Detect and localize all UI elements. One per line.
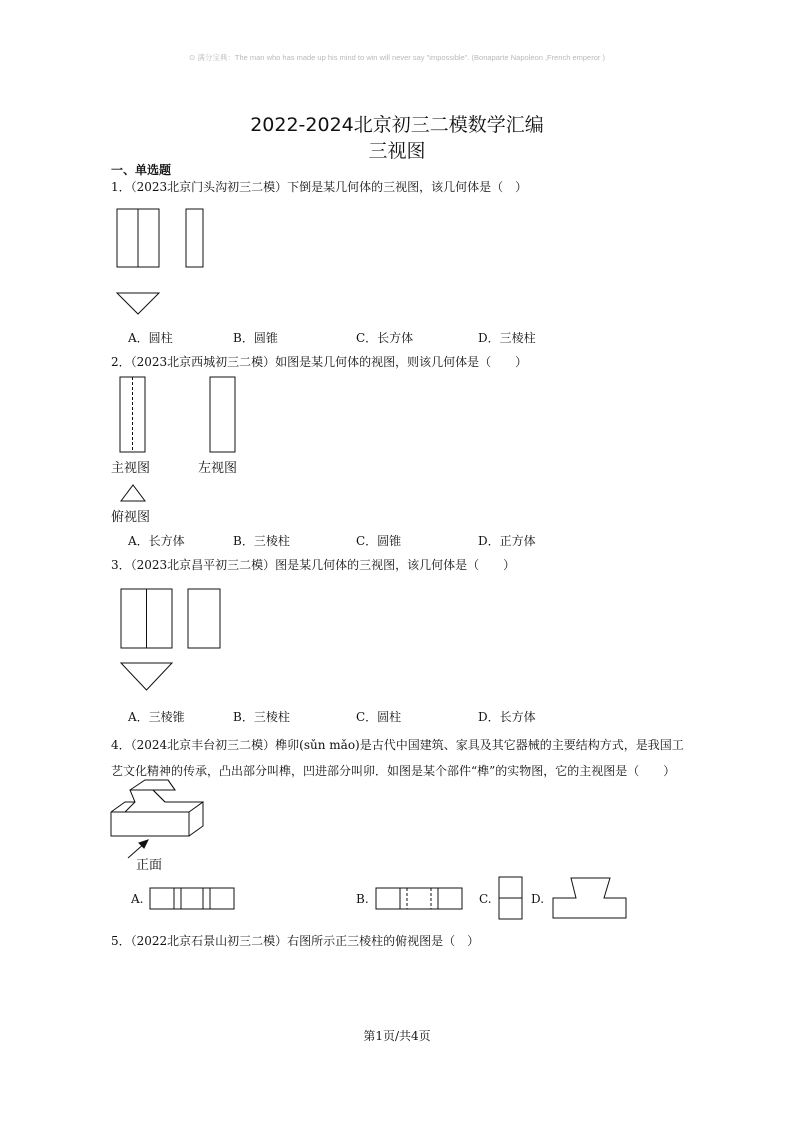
q4-option-b-figure	[376, 888, 462, 909]
question-4-stem-line2: 艺文化精神的传承，凸出部分叫榫，凹进部分叫卯．如图是某个部件“榫”的实物图，它的主视图是（ ）	[111, 764, 676, 778]
q4-tenon-right-face	[189, 802, 203, 836]
doc-subtitle: 三视图	[368, 140, 426, 162]
q1-option-d[interactable]: D．三棱柱	[478, 331, 536, 345]
question-4-options-figures	[0, 0, 1, 1]
q4-tenon-front-face	[111, 812, 189, 836]
q2-option-a[interactable]: A．长方体	[128, 534, 185, 548]
q2-option-d[interactable]: D．正方体	[478, 534, 536, 548]
q1-option-a[interactable]: A．圆柱	[128, 331, 173, 345]
q4-option-a[interactable]: A.	[131, 892, 144, 906]
watermark: ⊙ 满分宝典：The man who has made up his mind to win will never say "impossible". (Bonaparte Napoleon ,French emperor )	[189, 53, 605, 62]
question-1-stem: 1．（2023北京门头沟初三二模）下倒是某几何体的三视图，该几何体是（ ）	[111, 180, 528, 194]
q3-option-b[interactable]: B．三棱柱	[233, 710, 290, 724]
question-5-stem: 5．（2022北京石景山初三二模）右图所示正三棱柱的俯视图是（ ）	[111, 934, 480, 948]
q4-front-label: 正面	[136, 858, 163, 873]
question-3-stem: 3．（2023北京昌平初三二模）图是某几何体的三视图，该几何体是（ ）	[111, 558, 516, 572]
question-4-stem-line1: 4．（2024北京丰台初三二模）榫卯(sǔn mǎo)是古代中国建筑、家具及其它器械的主要结构方式，是我国工	[111, 738, 684, 752]
q2-option-b[interactable]: B．三棱柱	[233, 534, 290, 548]
q1-side-view	[186, 209, 203, 267]
section-heading: 一、单选题	[111, 163, 172, 177]
question-2-stem: 2．（2023北京西城初三二模）如图是某几何体的视图，则该几何体是（ ）	[111, 355, 528, 369]
q2-label-left: 左视图	[198, 461, 238, 476]
q2-side-view	[210, 377, 235, 452]
q4-option-b[interactable]: B.	[356, 892, 369, 906]
q1-option-b[interactable]: B．圆锥	[233, 331, 278, 345]
q4-tenon-upper	[130, 780, 175, 790]
q3-option-a[interactable]: A．三棱锥	[128, 710, 185, 724]
q2-option-c[interactable]: C．圆锥	[356, 534, 402, 548]
q3-top-view	[121, 663, 172, 690]
q1-option-c[interactable]: C．长方体	[356, 331, 414, 345]
q3-option-c[interactable]: C．圆柱	[356, 710, 402, 724]
doc-title: 2022-2024北京初三二模数学汇编	[250, 114, 544, 136]
q3-option-d[interactable]: D．长方体	[478, 710, 536, 724]
q4-option-c[interactable]: C.	[479, 892, 492, 906]
q2-label-top: 俯视图	[111, 510, 151, 525]
q4-tenon-back-edge	[168, 780, 175, 790]
q1-top-view	[117, 293, 159, 314]
q2-label-front: 主视图	[111, 461, 151, 476]
q4-tenon-left-top	[111, 802, 135, 812]
q4-option-a-figure	[150, 888, 234, 909]
q4-tenon-inner-edge	[153, 790, 165, 802]
q4-option-d[interactable]: D.	[531, 892, 545, 906]
q3-side-view	[188, 589, 220, 648]
q2-top-view	[121, 485, 145, 501]
q4-option-d-figure	[553, 878, 626, 918]
page-footer: 第1页/共4页	[363, 1029, 431, 1043]
